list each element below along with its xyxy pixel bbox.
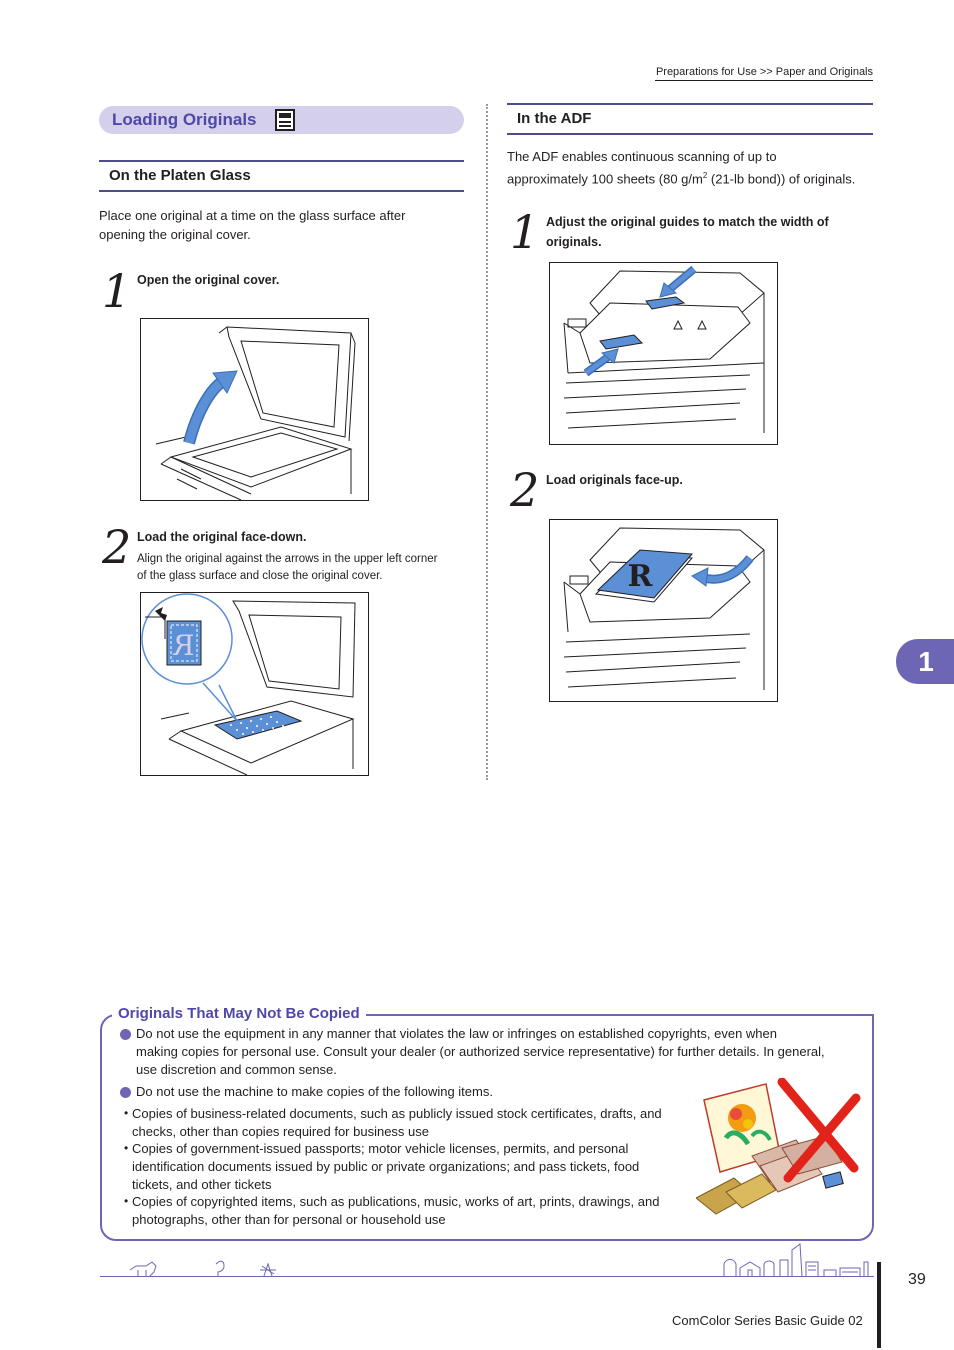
step-number: 2	[102, 520, 132, 574]
page-number-bar	[877, 1262, 881, 1348]
scanner-icon	[275, 109, 295, 136]
svg-text:R: R	[173, 629, 195, 662]
footer-decoration-left	[128, 1258, 288, 1278]
chapter-tab[interactable]: 1	[896, 639, 954, 684]
step-note	[137, 551, 467, 585]
subhead-platen: On the Platen Glass	[99, 160, 464, 192]
footer-guide-title: ComColor Series Basic Guide 02	[672, 1313, 863, 1328]
step-title: Load the original face-down.	[137, 530, 307, 544]
column-divider	[486, 104, 488, 780]
caution-bullet-line: use discretion and common sense.	[136, 1062, 337, 1077]
caution-item-line: Copies of business-related documents, such as publicly issued stock certificates, drafts, and	[132, 1106, 662, 1121]
adf-intro-line: The ADF enables continuous scanning of up to	[507, 149, 777, 164]
caution-bullet: Do not use the machine to make copies of the following items.	[136, 1084, 493, 1099]
adf-intro-line: approximately 100 sheets (80 $g/m^2$ (21-lb bond)) of originals.	[507, 171, 856, 187]
caution-item	[132, 1193, 692, 1229]
caution-bullet-line: making copies for personal use. Consult your dealer (or authorized service representative) for further details. In general,	[136, 1044, 825, 1059]
step-title-line: originals.	[546, 235, 602, 249]
caution-item	[132, 1140, 692, 1194]
step-number: 1	[510, 205, 540, 259]
platen-intro-line: opening the original cover.	[99, 227, 251, 242]
caution-title: Originals That May Not Be Copied	[112, 1003, 366, 1025]
caution-item-line: Copies of copyrighted items, such as publications, music, works of art, prints, drawings, and	[132, 1194, 660, 1209]
adf-intro	[507, 147, 877, 188]
step-note-line: of the glass surface and close the original cover.	[137, 570, 383, 582]
step-title: Open the original cover.	[137, 273, 280, 287]
caution-bullet-line: Do not use the equipment in any manner that violates the law or infringes on established copyrights, even when	[136, 1026, 777, 1041]
figure-adf-guides	[549, 262, 778, 445]
step-title: Load originals face-up.	[546, 473, 683, 487]
caution-item-line: checks, other than copies required for business use	[132, 1124, 430, 1139]
figure-load-face-down	[140, 592, 369, 776]
bullet-icon	[120, 1029, 131, 1040]
figure-open-cover	[140, 318, 369, 501]
breadcrumb: Preparations for Use >> Paper and Originals	[655, 66, 873, 81]
footer-decoration-right	[722, 1242, 872, 1278]
platen-intro	[99, 206, 459, 244]
section-title: Loading Originals	[112, 110, 257, 129]
caution-item	[132, 1105, 692, 1141]
subhead-adf: In the ADF	[507, 103, 873, 135]
caution-item-line: photographs, other than for personal or household use	[132, 1212, 446, 1227]
bullet-dot: •	[124, 1106, 129, 1120]
caution-item-line: identification documents issued by public or private organizations; and pass tickets, food	[132, 1159, 640, 1174]
step-title-line: Adjust the original guides to match the width of	[546, 215, 829, 229]
caution-item-line: Copies of government-issued passports; motor vehicle licenses, permits, and personal	[132, 1141, 629, 1156]
bullet-icon	[120, 1087, 131, 1098]
cover-open-arrow-icon	[189, 371, 237, 443]
step-note-line: Align the original against the arrows in the upper left corner	[137, 553, 438, 565]
section-header	[99, 106, 464, 134]
no-copy-illustration	[696, 1078, 862, 1216]
caution-item-line: tickets, and other tickets	[132, 1177, 272, 1192]
step-title	[546, 212, 866, 252]
figure-adf-load-face-up	[549, 519, 778, 702]
step-number: 1	[102, 264, 132, 318]
svg-text:R: R	[627, 559, 653, 594]
bullet-dot: •	[124, 1194, 129, 1208]
caution-bullet	[136, 1025, 866, 1079]
bullet-dot: •	[124, 1141, 129, 1155]
page-number: 39	[908, 1271, 926, 1288]
step-number: 2	[510, 463, 540, 517]
platen-intro-line: Place one original at a time on the glass surface after	[99, 208, 406, 223]
